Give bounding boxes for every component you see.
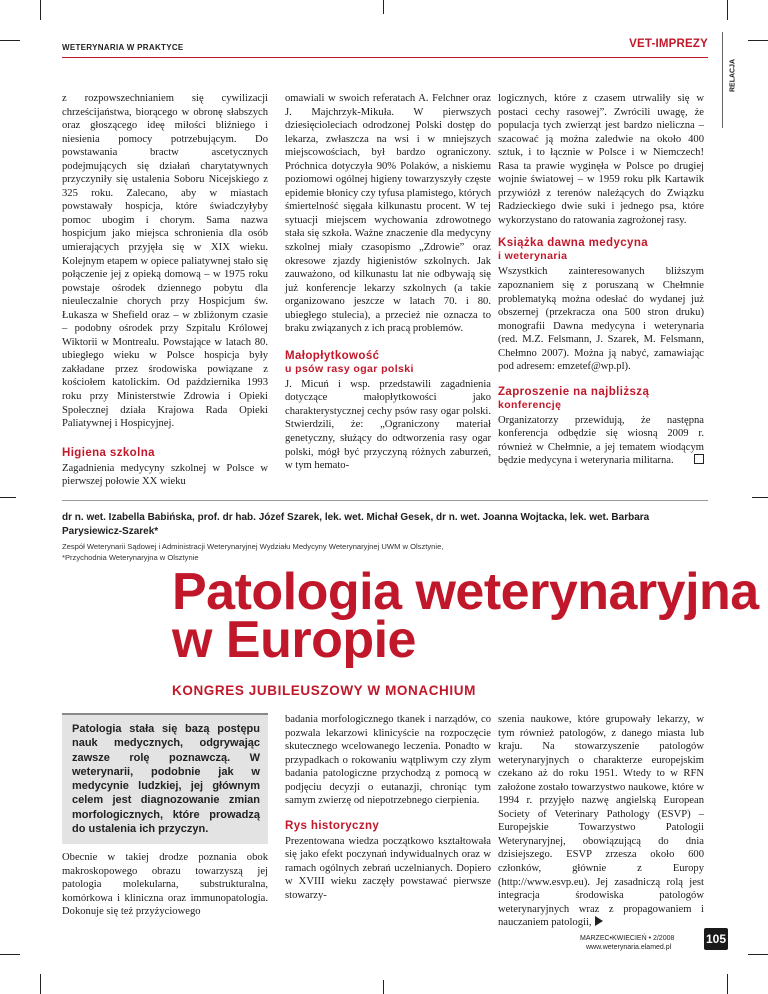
article-title-line: w Europie <box>172 611 416 669</box>
crop-mark <box>0 497 16 498</box>
page-number: 105 <box>704 928 728 950</box>
section-heading: Higiena szkolna <box>62 446 155 459</box>
section-heading: Małopłytkowość <box>285 349 380 362</box>
paragraph: logicznych, które z czasem utrwaliły się w postaci cechy rasowej”. Zwrócili uwagę, że populacja tych zwierząt jest bardzo nieliczna – szacować ją można zaledwie na około 400 sztuk, i to łącznie w Polsce i w Niemczech! Rasa ta prawie wyginęła w Polsce po drugiej wojnie światowej – w 1959 roku płk Kartawik przywiózł z terenów należących do Związku Radzieckiego dwie suki i jednego psa, które wykorzystano do ratowania zagrożonej rasy. <box>498 93 704 226</box>
paragraph: Organizatorzy przewidują, że następna konferencja odbędzie się wiosną 2009 r. również w Chełmnie, a jej tematem wiodącym będzie medycyna i weterynaria militarna. <box>498 414 704 467</box>
top-column-2 <box>285 92 491 473</box>
crop-mark <box>383 980 384 994</box>
section-heading-sub: i weterynaria <box>498 250 568 263</box>
end-of-article-icon <box>694 454 704 464</box>
crop-mark <box>0 40 20 41</box>
crop-mark <box>40 0 41 20</box>
paragraph-end <box>498 414 704 468</box>
crop-mark <box>40 974 41 994</box>
article-column-2 <box>285 713 491 903</box>
paragraph: szenia naukowe, które grupowały lekarzy, w tym również patologów, z danego miasta lub kraju. Na stowarzyszenie patologów weterynaryjnych o charakterze europejskim czekano aż do roku 1951. Wtedy to w RFN założone zostało towarzystwo naukowe, które w 1994 r. przyjęło nazwę angielską European Society of Veterinary Pathology (ESVP) – Europejskie Towarzystwo Patologii Weterynaryjnej, obowiązującą do dnia dzisiejszego. ESVP zrzesza około 600 członków, głównie z Europy (http://www.esvp.eu). Jej zasadniczą rolą jest integracja środowiska patologów weterynaryjnych wraz z propagowaniem i nauczaniem patologii, <box>498 714 704 929</box>
paragraph: Obecnie w takiej drodze poznania obok makroskopowego obrazu towarzyszą jej patologia molekularna, substrukturalna, komórkowa i kliniczna oraz immunopatologia. Dokonuje się też przyżyciowego <box>62 852 268 918</box>
section-heading: Książka dawna medycyna <box>498 237 649 250</box>
crop-mark <box>748 954 768 955</box>
affiliation <box>62 541 702 563</box>
website-url: www.weterynaria.elamed.pl <box>586 944 672 951</box>
crop-mark <box>752 497 768 498</box>
section-title: VET-IMPREZY <box>629 38 708 50</box>
affiliation-line: Zespół Weterynarii Sądowej i Administracji Weterynaryjnej Wydziału Medycyny Weterynaryjnej UWM w Olsztynie, <box>62 542 444 551</box>
article-subtitle: KONGRES JUBILEUSZOWY W MONACHIUM <box>172 683 476 698</box>
section-heading-sub: konferencję <box>498 398 562 411</box>
affiliation-line: *Przychodnia Weterynaryjna w Olsztynie <box>62 553 199 562</box>
section-heading: Zaproszenie na najbliższą <box>498 385 650 398</box>
crop-mark <box>727 0 728 20</box>
side-tab-label: RELACJA <box>729 58 737 93</box>
article-column-1 <box>62 851 268 919</box>
paragraph: J. Micuń i wsp. przedstawili zagadnienia dotyczące małopłytkowości jako charakterystycznej cechy psów rasy ogar polski. Stwierdzili, że: „Ograniczony materiał genetyczny, służący do odtworzenia rasy ogar polski, mógł być przyczyną różnych zaburzeń, w tym hemato- <box>285 378 491 472</box>
section-heading: Rys historyczny <box>285 819 380 832</box>
paragraph: omawiali w swoich referatach A. Felchner oraz J. Majchrzyk-Mikuła. W pierwszych dziesięcioleciach odrodzonej Polski dostęp do lekarza, zwłaszcza na wsi i w mniejszych miejscowościach, był bardzo ograniczony. Próchnica dotyczyła 90% Polaków, a niskiemu poziomowi ogólnej higieny towarzyszyły częste epidemie błonicy czy tyfusa plamistego, których śmiertelność sięgała kilkunastu procent. W tej sytuacji miejscem wychowania zdrowotnego stała się szkoła. Ważne znaczenie dla medycyny szkolnej miały czasopismo „Zdrowie” oraz okresowe zjazdy higienistów szkolnych. Jak zauważono, od kilkunastu lat nie odbywają się już konferencje lekarzy szkolnych (a takie organizowano jeszcze w latach 70. i 80. ubiegłego stulecia), a przecież nie oznacza to braku związanych z ich pracą problemów. <box>285 93 491 335</box>
crop-mark <box>727 974 728 994</box>
paragraph: Wszystkich zainteresowanych bliższym zapoznaniem się z poruszaną w Chełmnie problematyką można odesłać do wydanej już obszernej (przekracza ona 500 stron druku) monografii Dawna medycyna i weterynaria (red. M.Z. Felsmann, J. Szarek, M. Felsmann, Chełmno 2007). Można ją nabyć, zamawiając pod adresem: emzetef@wp.pl). <box>498 266 704 373</box>
article-title-line: Patologia weterynaryjna <box>172 563 759 621</box>
paragraph: Zagadnienia medycyny szkolnej w Polsce w pierwszej połowie XX wieku <box>62 462 268 488</box>
paragraph: Prezentowana wiedza początkowo kształtowała się jako efekt poczynań indywidualnych oraz w ramach ogólnych zebrań uczelnianych. Dopiero w XVIII wieku zaczęły powstawać pierwsze stowarzy- <box>285 835 491 902</box>
crop-mark <box>0 954 20 955</box>
continue-arrow-icon <box>595 916 603 926</box>
header-divider <box>62 57 708 58</box>
side-tab <box>722 32 743 128</box>
author-list: dr n. wet. Izabella Babińska, prof. dr hab. Józef Szarek, lek. wet. Michał Gesek, dr n. wet. Joanna Wojtacka, lek. wet. Barbara Parysiewicz-Szarek* <box>62 512 650 537</box>
top-column-1 <box>62 92 268 489</box>
crop-mark <box>383 0 384 14</box>
paragraph: badania morfologicznego tkanek i narządów, co pozwala lekarzowi klinicyście na rozpoczęcie skutecznego wcelowanego leczenia. Ponadto w przypadkach o rokowaniu wątpliwym czy złym badania patologiczne przychodzą z pomocą w podjęciu decyzji o eutanazji, chroniąc tym samym zwierzę od niepotrzebnego cierpienia. <box>285 714 491 807</box>
article-title <box>172 563 759 669</box>
top-column-3 <box>498 92 704 468</box>
issue-info: MARZEC•KWIECIEŃ • 2/2008 <box>580 935 675 942</box>
section-heading-sub: u psów rasy ogar polski <box>285 362 414 375</box>
article-column-3 <box>498 713 704 930</box>
article-separator <box>62 500 708 501</box>
paragraph-continued <box>498 713 704 930</box>
section-label: WETERYNARIA W PRAKTYCE <box>62 43 184 52</box>
crop-mark <box>748 40 768 41</box>
paragraph: z rozpowszechnianiem się cywilizacji chrześcijaństwa, biorącego w obronę słabszych oraz głoszącego ideę miłości bliźniego i niesienia pomocy potrzebującym. Do powstawania bractw ascetycznych podejmujących się działań charytatywnych przyczyniły się ustalenia Soboru Nicejskiego z 325 roku. Zalecano, aby w miastach powstawały hospicja, które świadczyłyby pomoc ubogim i chorym. Sama nazwa hospicjum jako miejsca schronienia dla osób umierających przyjęła się w XIX wieku. Kolejnym etapem w opiece paliatywnej stało się połączenie jej z opieką domową – w 1975 roku powstaje ośrodek dziennego pobytu dla nieuleczalnie chorych przy Hospicjum św. Łukasza w Shefield oraz – w zbliżonym czasie – podobny ośrodek przy Szpitalu Królowej Wiktorii w Montrealu. Powstające w latach 80. ubiegłego wieku w Polsce hospicja były zakładane przez środowiska powiązane z kościołem katolickim. Od października 1993 roku przy Ministerstwie Zdrowia i Opieki Społecznej działa Krajowa Rada Opieki Paliatywnej i Hospicyjnej. <box>62 93 268 430</box>
lead-text: Patologia stała się bazą postępu nauk medycznych, odgrywając zawsze rolę poznawczą. W weterynarii, podobnie jak w medycynie ludzkiej, jej głównym celem jest diagnozowanie zmian morfologicznych, które prowadzą do ustalenia ich przyczyn. <box>72 723 260 836</box>
